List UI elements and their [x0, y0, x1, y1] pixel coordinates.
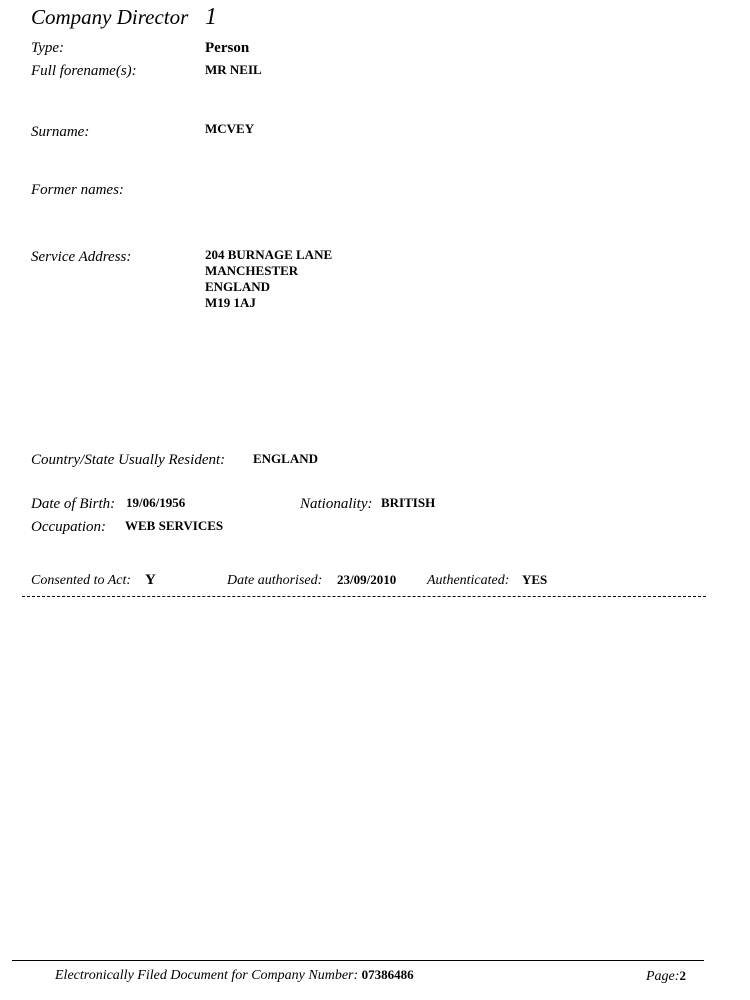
dob-value: 19/06/1956	[126, 495, 186, 510]
date-authorised-label: Date authorised:	[227, 573, 323, 588]
authenticated-label: Authenticated:	[427, 573, 510, 588]
forenames-value: MR NEIL	[205, 62, 262, 77]
footer-page-number: 2	[679, 968, 686, 983]
address-line: MANCHESTER	[205, 263, 299, 278]
director-number: 1	[205, 4, 217, 30]
type-label: Type:	[31, 40, 65, 56]
nationality-label: Nationality:	[300, 496, 373, 512]
dashed-separator	[22, 596, 706, 597]
consented-value: Y	[145, 572, 156, 588]
dob-label: Date of Birth:	[31, 496, 116, 512]
service-address-value	[205, 247, 332, 311]
nationality-value: BRITISH	[381, 495, 436, 510]
occupation-label: Occupation:	[31, 519, 106, 535]
consented-label: Consented to Act:	[31, 573, 132, 588]
footer-filed-label: Electronically Filed Document for Company Number:	[55, 968, 359, 983]
surname-label: Surname:	[31, 124, 90, 140]
forenames-label: Full forename(s):	[31, 63, 137, 79]
address-line: M19 1AJ	[205, 295, 256, 310]
former-names-label: Former names:	[31, 182, 124, 198]
surname-value: MCVEY	[205, 121, 255, 136]
type-value: Person	[205, 40, 250, 56]
address-line: 204 BURNAGE LANE	[205, 247, 333, 262]
country-resident-value: ENGLAND	[253, 451, 319, 466]
footer-page-label: Page:	[646, 969, 680, 984]
authenticated-value: YES	[522, 572, 548, 587]
address-line: ENGLAND	[205, 279, 271, 294]
country-resident-label: Country/State Usually Resident:	[31, 452, 226, 468]
date-authorised-value: 23/09/2010	[337, 572, 397, 587]
footer-rule	[12, 960, 704, 961]
footer-page	[646, 967, 686, 985]
service-address-label: Service Address:	[31, 249, 132, 265]
footer-company-number: 07386486	[361, 967, 414, 982]
occupation-value: WEB SERVICES	[125, 518, 224, 533]
section-title: Company Director	[31, 5, 189, 29]
footer-filed-text	[55, 967, 414, 984]
